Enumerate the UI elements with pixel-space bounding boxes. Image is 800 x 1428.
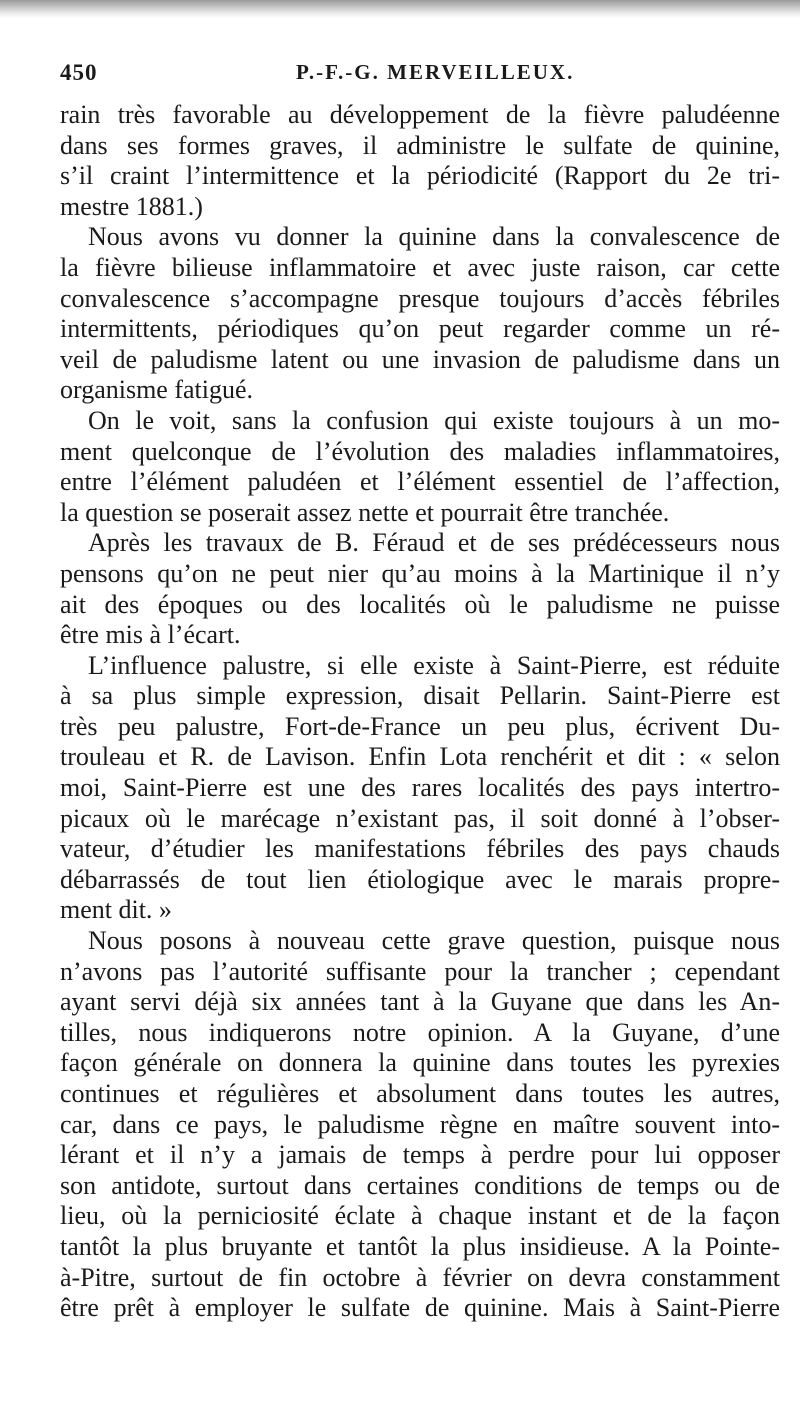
- text-line: Nous posons à nouveau cette grave question, puisque nous: [88, 926, 780, 956]
- text-line: convalescence s’accompagne presque toujours d’accès fébriles: [60, 283, 780, 313]
- text-line: lieu, où la perniciosité éclate à chaque instant et de la façon: [60, 1201, 780, 1231]
- text-line: continues et régulières et absolument dans toutes les autres,: [60, 1079, 780, 1108]
- text-line: n’avons pas l’autorité suffisante pour la trancher ; cependant: [60, 956, 780, 986]
- text-line: à sa plus simple expression, disait Pellarin. Saint-Pierre est: [60, 681, 780, 711]
- text-line: veil de paludisme latent ou une invasion de paludisme dans un: [60, 344, 780, 374]
- text-line: la question se poserait assez nette et pourrait être tranchée.: [60, 497, 670, 527]
- text-line: moi, Saint-Pierre est une des rares localités des pays intertro-: [60, 773, 780, 803]
- page-number: 450: [60, 60, 98, 85]
- text-line: ment dit. »: [60, 895, 172, 925]
- text-line: rain très favorable au développement de la fièvre paludéenne: [60, 100, 780, 129]
- text-line: entre l’élément paludéen et l’élément essentiel de l’affection,: [60, 467, 780, 497]
- text-line: ayant servi déjà six années tant à la Guyane que dans les An-: [60, 987, 780, 1017]
- body-text: [60, 100, 780, 1324]
- text-line: picaux où le marécage n’existant pas, il soit donné à l’obser-: [60, 803, 780, 833]
- text-line: façon générale on donnera la quinine dans toutes les pyrexies: [60, 1048, 780, 1078]
- text-line: à-Pitre, surtout de fin octobre à février on devra constamment: [60, 1262, 780, 1292]
- text-line: dans ses formes graves, il administre le sulfate de quinine,: [60, 130, 780, 160]
- text-line: trouleau et R. de Lavison. Enfin Lota renchérit et dit : « selon: [60, 742, 780, 772]
- text-line: intermittents, périodiques qu’on peut regarder comme un ré-: [60, 314, 780, 344]
- text-line: tilles, nous indiquerons notre opinion. A la Guyane, d’une: [60, 1017, 780, 1047]
- running-head: P.-F.-G. MERVEILLEUX.: [296, 60, 575, 84]
- text-line: la fièvre bilieuse inflammatoire et avec juste raison, car cette: [60, 252, 780, 282]
- text-line: vateur, d’étudier les manifestations fébriles des pays chauds: [60, 834, 780, 864]
- text-line: très peu palustre, Fort-de-France un peu plus, écrivent Du-: [60, 711, 780, 741]
- text-line: tantôt la plus bruyante et tantôt la plus insidieuse. A la Pointe-: [60, 1231, 780, 1261]
- text-line: organisme fatigué.: [60, 375, 254, 405]
- text-line: débarrassés de tout lien étiologique avec le marais propre-: [60, 864, 780, 894]
- text-line: ait des époques ou des localités où le paludisme ne puisse: [60, 589, 780, 619]
- text-line: s’il craint l’intermittence et la périodicité (Rapport du 2e tri-: [60, 161, 780, 191]
- text-line: son antidote, surtout dans certaines conditions de temps ou de: [60, 1170, 780, 1200]
- text-line: lérant et il n’y a jamais de temps à perdre pour lui opposer: [60, 1140, 780, 1170]
- scan-top-edge: [0, 0, 800, 18]
- text-line: pensons qu’on ne peut nier qu’au moins à la Martinique il n’y: [60, 558, 780, 588]
- text-line: Nous avons vu donner la quinine dans la convalescence de: [88, 222, 780, 252]
- text-line: être prêt à employer le sulfate de quinine. Mais à Saint-Pierre: [60, 1293, 780, 1323]
- text-line: Après les travaux de B. Féraud et de ses prédécesseurs nous: [88, 528, 780, 558]
- text-line: car, dans ce pays, le paludisme règne en maître souvent into-: [60, 1109, 780, 1139]
- text-line: mestre 1881.): [60, 191, 203, 221]
- page-header: [60, 60, 780, 90]
- text-line: On le voit, sans la confusion qui existe toujours à un mo-: [88, 405, 780, 435]
- text-line: être mis à l’écart.: [60, 620, 241, 650]
- text-line: ment quelconque de l’évolution des maladies inflammatoires,: [60, 436, 780, 466]
- text-line: L’influence palustre, si elle existe à Saint-Pierre, est réduite: [88, 650, 780, 680]
